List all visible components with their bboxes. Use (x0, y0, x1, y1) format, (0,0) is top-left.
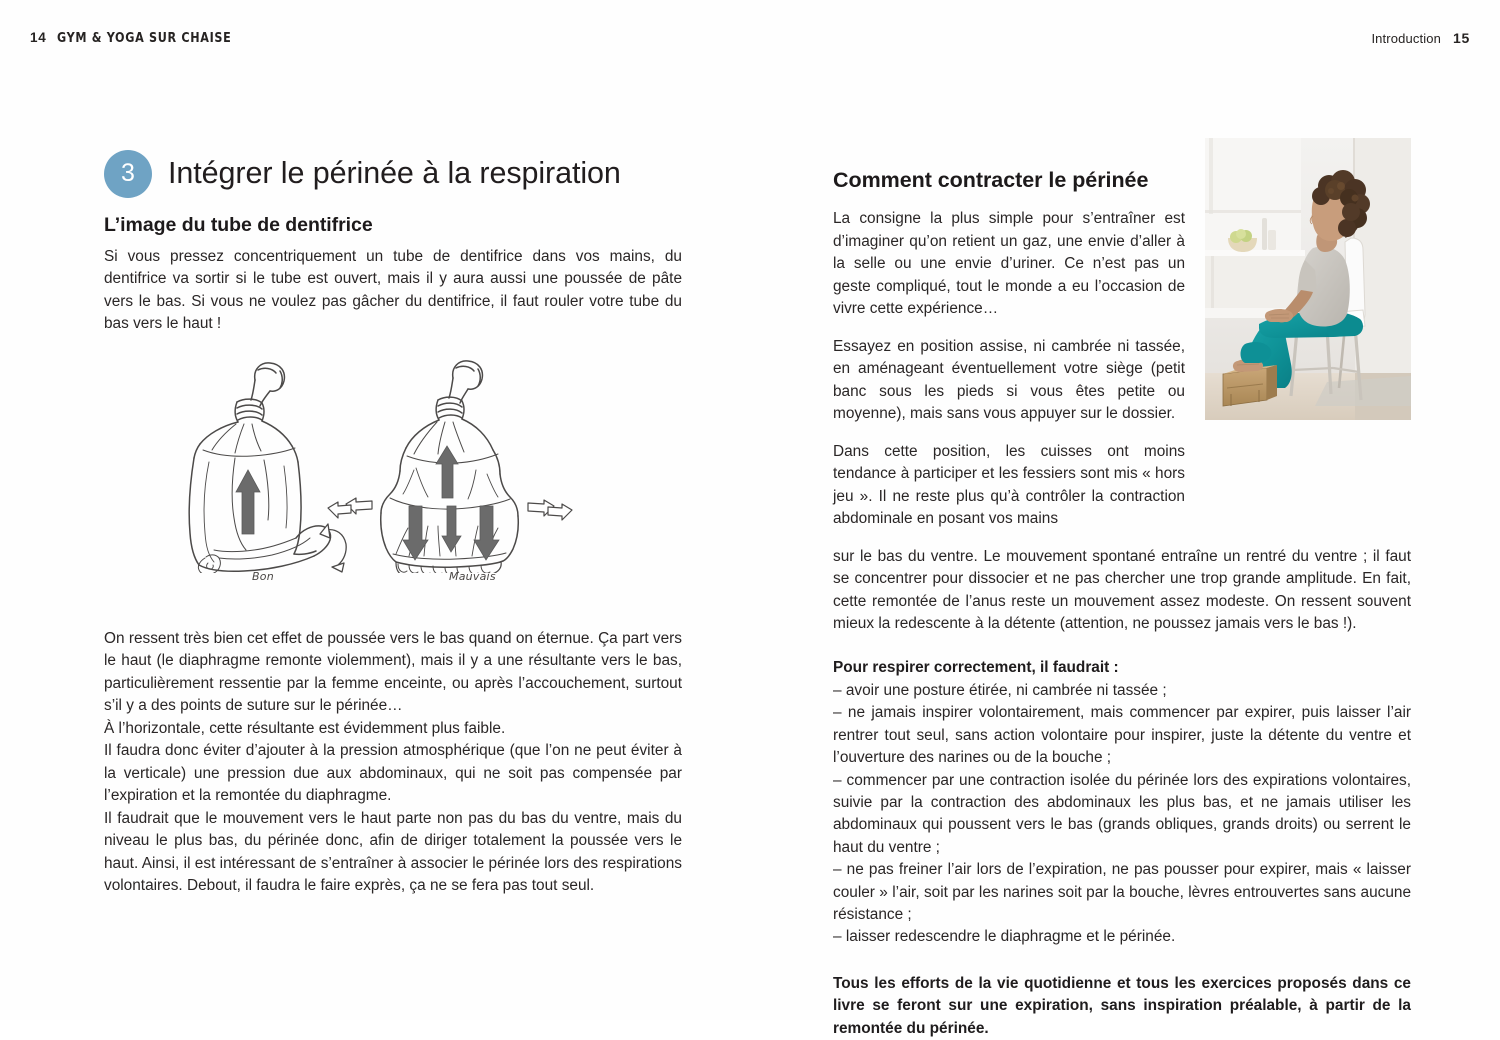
paragraph: Dans cette position, les cuisses ont moins tendance à participer et les fessiers sont mis « hors jeu ». Il ne reste plus qu’à contrôler la contraction abdominale en posant vos mains (833, 442, 1185, 528)
photo-woman-seated (1205, 138, 1411, 420)
list-item: – laisser redescendre le diaphragme et le périnée. (833, 928, 1176, 946)
arrows-down-right-tube (403, 506, 499, 560)
running-head-left-label: GYM & YOGA SUR CHAISE (56, 30, 231, 46)
right-narrow-column (833, 208, 1185, 530)
list-item: – avoir une posture étirée, ni cambrée ni tassée ; (833, 681, 1167, 699)
illustration-caption-bon: Bon (252, 569, 274, 583)
paragraph: Il faudra donc éviter d’ajouter à la pression atmosphérique (que l’on ne peut éviter à la verticale) une pression due aux abdominaux, qui ne soit pas compensée par l’expiration et la remontée du diaphragme. (104, 742, 682, 805)
list-item: – commencer par une contraction isolée du périnée lors des expirations volontaires, suivie par la contraction des abdominaux les plus bas, et ne jamais utiliser les abdominaux qui poussent vers le bas (grands obliques, grands droits) ou serrent le haut du ventre ; (833, 771, 1411, 856)
folio-right: 15 (1452, 30, 1470, 46)
list-item: – ne pas freiner l’air lors de l’expiration, ne pas pousser pour expirer, mais « laisser couler » l’air, soit par les narines soit par la bouche, lèvres entrouvertes sans aucune résistance ; (833, 861, 1411, 923)
chapter-title: Intégrer le périnée à la respiration (168, 156, 621, 191)
paragraph: La consigne la plus simple pour s’entraîner est d’imaginer qu’on retient un gaz, une envie d’aller à la selle ou une envie d’uriner. Ce n’est pas un geste compliqué, tout le monde a eu l’occasion de vivre cette expérience… (833, 210, 1185, 318)
toothpaste-tube-diagram (104, 358, 682, 573)
breathing-list-lead-in: Pour respirer correctement, il faudrait : (833, 659, 1119, 677)
paragraph: Si vous pressez concentriquement un tube de dentifrice dans vos mains, du dentifrice va sortir si le tube est ouvert, mais il y aura aussi une poussée de pâte vers le bas. Si vous ne voulez pas gâcher du dentifrice, il faut rouler votre tube du bas vers le haut ! (104, 248, 682, 333)
left-lower-text (104, 628, 682, 898)
paragraph: On ressent très bien cet effet de poussée vers le bas quand on éternue. Ça part vers le haut (le diaphragme remonte violemment), mais il y a une résultante vers le bas, particulièrement ressentie par la femme enceinte, ou après l’accouchement, surtout s’il y a des points de suture sur le périnée… (104, 629, 682, 715)
chapter-number-badge: 3 (104, 150, 152, 198)
right-top-block (833, 168, 1411, 530)
folio-left: 14 (30, 30, 47, 45)
paragraph: Il faudrait que le mouvement vers le haut parte non pas du bas du ventre, mais du niveau le plus bas, du périnée donc, afin de diriger totalement la poussée vers le haut. Ainsi, il est intéressant de s’entraîner à associer le périnée lors des respirations volontaires. Debout, il faudra le faire exprès, ça ne se fera pas tout seul. (104, 809, 682, 895)
right-page-heading: Comment contracter le périnée (833, 168, 1149, 192)
closing-statement: Tous les efforts de la vie quotidienne et tous les exercices proposés dans ce livre se feront sur une expiration, sans inspiration préalable, à partir de la remontée du périnée. (833, 974, 1411, 1037)
running-head-right-label: Introduction (1371, 31, 1441, 46)
chapter-heading (104, 150, 682, 198)
toothpaste-illustration (104, 358, 682, 598)
left-subheading: L’image du tube de dentifrice (104, 214, 373, 236)
running-head-right (1371, 30, 1470, 46)
paragraph: À l’horizontale, cette résultante est évidemment plus faible. (104, 719, 506, 737)
list-item: – ne jamais inspirer volontairement, mais commencer par expirer, puis laisser l’air rentrer tout seul, sans action volontaire pour inspirer, juste la détente du ventre et l’ouverture des narines ou de la bouche ; (833, 704, 1411, 767)
arrow-up-right-tube (436, 446, 458, 498)
left-intro-paragraph (104, 246, 682, 336)
seated-posture-photo (1205, 138, 1411, 420)
arrow-up-left-tube (236, 470, 260, 534)
paragraph: Essayez en position assise, ni cambrée ni tassée, en aménageant éventuellement votre siège (petit banc sous les pieds si vous êtes petite ou moyenne), mais sans vous appuyer sur le dossier. (833, 337, 1185, 423)
left-page-column (104, 150, 682, 898)
illustration-caption-mauvais: Mauvais (449, 569, 496, 583)
right-wide-column (833, 546, 1411, 1040)
running-head-left (30, 30, 246, 46)
paragraph: sur le bas du ventre. Le mouvement spontané entraîne un rentré du ventre ; il faut se concentrer pour dissocier et ne pas chercher une trop grande amplitude. En fait, cette remontée de l’anus reste un mouvement assez modeste. On ressent souvent mieux la redescente à la détente (attention, ne poussez jamais vers le bas !). (833, 547, 1411, 633)
right-page-column (833, 168, 1411, 1040)
